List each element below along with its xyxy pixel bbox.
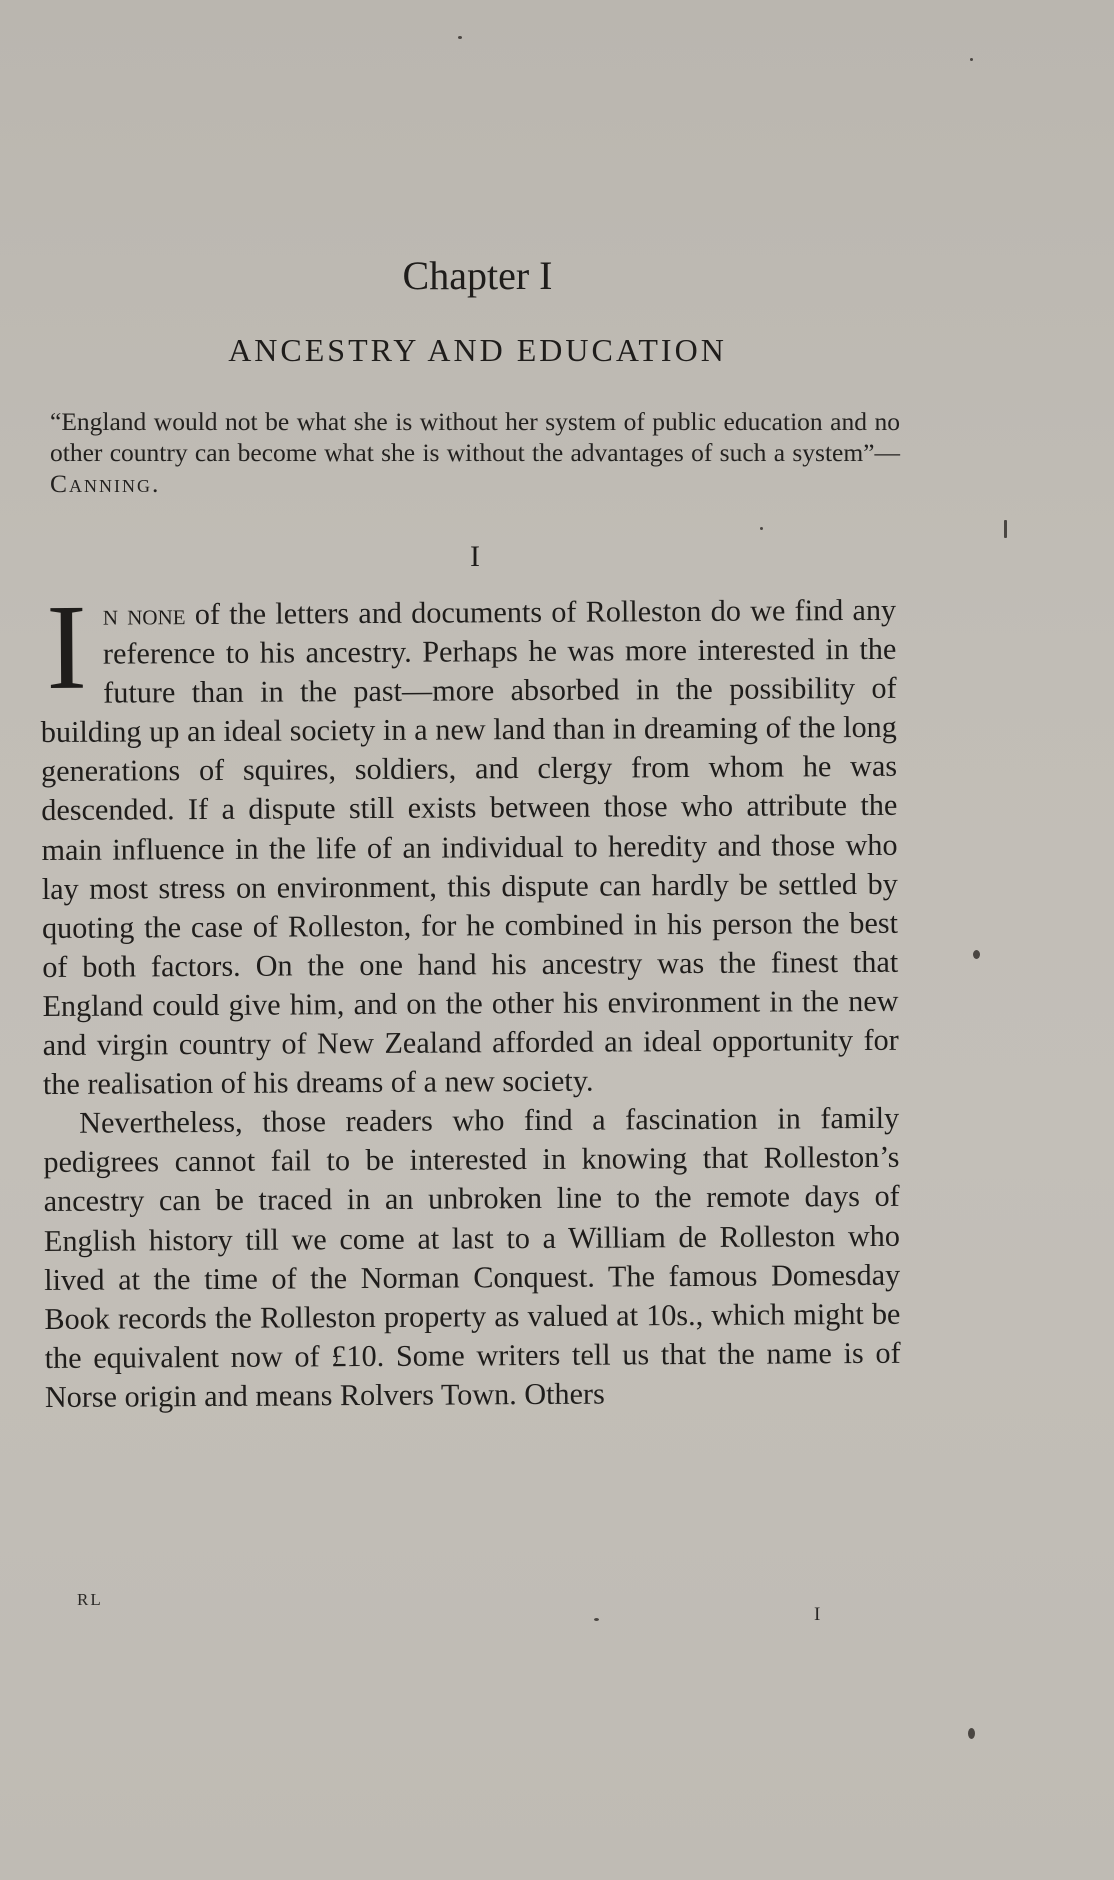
epigraph-quote: “England would not be what she is without her system of public education and no other country can become what she is without the advantages of such a system”—	[50, 407, 900, 467]
paper-speck	[1004, 520, 1007, 538]
paper-speck	[760, 527, 763, 530]
paper-speck	[458, 36, 462, 39]
body-text	[40, 579, 901, 1417]
signature-mark: RL	[77, 1590, 103, 1609]
chapter-title: Chapter I	[402, 253, 553, 298]
epigraph-author: Canning.	[50, 469, 161, 498]
paragraph-1	[40, 579, 899, 1104]
drop-cap: I	[45, 579, 88, 715]
section-number: I	[470, 540, 480, 573]
paper-speck	[973, 950, 980, 959]
paragraph-1-text: of the letters and documents of Rolleston do we find any reference to his ancestry. Perhaps he was more interested in the future than in the past—more absorbed in the possibility of building up an ideal society in a new land than in dreaming of the long generations of squires, soldiers, and clergy from whom he was descended. If a dispute still exists between those who attribute the main influence in the life of an individual to heredity and those who lay most stress on environment, this dispute can hardly be settled by quoting the case of Rolleston, for he combined in his person the best of both factors. On the one hand his ancestry was the finest that England could give him, and on the other his environment in the new and virgin country of New Zealand afforded an ideal opportunity for the realisation of his dreams of a new society.	[40, 592, 899, 1102]
epigraph	[50, 406, 900, 499]
paper-speck	[594, 1618, 599, 1621]
page-number: I	[814, 1604, 821, 1625]
opening-words: n none	[102, 597, 186, 632]
paragraph-2: Nevertheless, those readers who find a fascination in family pedigrees cannot fail to be interested in knowing that Rolleston’s ancestry can be traced in an unbroken line to the remote days of English history till we come at last to a William de Rolleston who lived at the time of the Norman Conquest. The famous Domesday Book records the Rolleston property as valued at 10s., which might be the equivalent now of £10. Some writers tell us that the name is of Norse origin and means Rolvers Town. Others	[43, 1100, 901, 1414]
paper-speck	[968, 1728, 975, 1739]
paper-speck	[970, 58, 973, 61]
chapter-subtitle: ANCESTRY AND EDUCATION	[228, 332, 727, 368]
